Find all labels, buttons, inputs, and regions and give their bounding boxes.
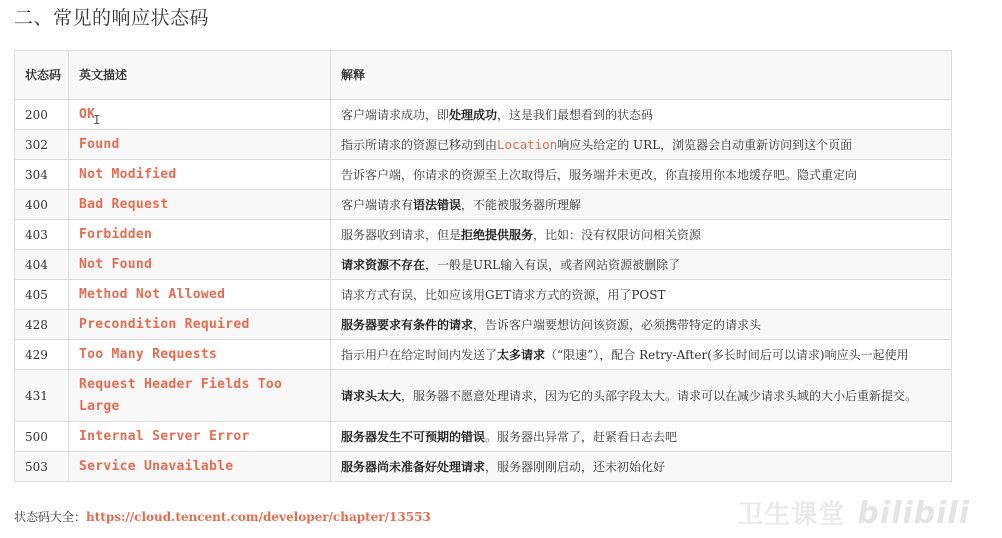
reason-phrase-cell: [69, 100, 331, 130]
text-cursor-icon: I: [93, 113, 101, 127]
description-cell: [331, 370, 952, 422]
status-code-cell: 500: [15, 422, 69, 452]
description-inline-code: Location: [497, 136, 558, 152]
description-cell: [331, 280, 952, 310]
description-emphasis: 太多请求: [497, 347, 546, 362]
footer-reference: [14, 509, 431, 525]
table-row: [15, 452, 952, 482]
description-cell: [331, 100, 952, 130]
status-code-cell: 431: [15, 370, 69, 422]
footer-label: 状态码大全：: [14, 510, 87, 524]
bilibili-logo-icon: bilibili: [857, 496, 970, 531]
column-header-phrase: 英文描述: [69, 51, 331, 100]
reason-phrase-text: Too Many Requests: [79, 346, 218, 362]
description-cell: [331, 310, 952, 340]
description-text: ，一般是URL输入有误，或者网站资源被删除了: [425, 257, 681, 272]
status-code-cell: 200: [15, 100, 69, 130]
status-code-cell: 428: [15, 310, 69, 340]
reason-phrase-cell: [69, 220, 331, 250]
table-header-row: [15, 51, 952, 100]
description-emphasis: 处理成功: [449, 107, 498, 122]
reason-phrase-text: Internal Server Error: [79, 428, 250, 444]
description-emphasis: 语法错误: [413, 197, 462, 212]
description-text: 告诉客户端，你请求的资源至上次取得后，服务端并未更改，你直接用你本地缓存吧。隐式重定向: [341, 167, 858, 182]
column-header-desc: 解释: [331, 51, 952, 100]
video-watermark: [737, 494, 970, 531]
description-cell: [331, 190, 952, 220]
description-cell: [331, 160, 952, 190]
description-text: ，不能被服务器所理解: [461, 197, 582, 212]
watermark-text: 卫生课堂: [737, 500, 846, 530]
description-text: 客户端请求成功，即: [341, 107, 450, 122]
table-row: [15, 310, 952, 340]
description-text: ，服务器刚刚启动，还未初始化好: [485, 459, 666, 474]
reason-phrase-text: Found: [79, 136, 120, 152]
reason-phrase-cell: [69, 370, 331, 422]
reason-phrase-cell: [69, 130, 331, 160]
description-text: 指示用户在给定时间内发送了: [341, 347, 498, 362]
reason-phrase-text: Precondition Required: [79, 316, 250, 332]
table-row: [15, 100, 952, 130]
description-text: ，告诉客户端要想访问该资源，必须携带特定的请求头: [473, 317, 762, 332]
table-row: [15, 280, 952, 310]
reason-phrase-cell: [69, 160, 331, 190]
table-row: [15, 250, 952, 280]
description-text: （“限速”），配合 Retry-After(多长时间后可以请求)响应头一起使用: [545, 347, 909, 362]
description-text: ，比如：没有权限访问相关资源: [533, 227, 702, 242]
status-code-cell: 404: [15, 250, 69, 280]
description-emphasis: 拒绝提供服务: [461, 227, 534, 242]
description-cell: [331, 422, 952, 452]
reason-phrase-text: Request Header Fields Too Large: [79, 376, 283, 414]
table-body: [15, 100, 952, 482]
description-emphasis: 请求头太大: [341, 388, 402, 403]
reason-phrase-text: Not Modified: [79, 166, 177, 182]
table-row: [15, 160, 952, 190]
status-code-cell: 400: [15, 190, 69, 220]
description-emphasis: 服务器发生不可预期的错误: [341, 429, 486, 444]
page-title: 二、常见的响应状态码: [14, 7, 210, 29]
reason-phrase-cell: [69, 190, 331, 220]
reason-phrase-text: OK: [79, 107, 96, 122]
status-code-table: [14, 50, 952, 482]
table-row: [15, 422, 952, 452]
status-code-cell: 304: [15, 160, 69, 190]
description-cell: [331, 220, 952, 250]
table-row: [15, 190, 952, 220]
description-text: 客户端请求有: [341, 197, 414, 212]
reason-phrase-cell: [69, 340, 331, 370]
description-emphasis: 服务器要求有条件的请求: [341, 317, 474, 332]
description-text: 响应头给定的 URL，浏览器会自动重新访问到这个页面: [557, 137, 853, 152]
status-code-cell: 405: [15, 280, 69, 310]
status-code-cell: 429: [15, 340, 69, 370]
reason-phrase-cell: [69, 310, 331, 340]
reason-phrase-text: Not Found: [79, 256, 153, 272]
description-text: 服务器收到请求，但是: [341, 227, 462, 242]
description-emphasis: 服务器尚未准备好处理请求: [341, 459, 486, 474]
description-cell: [331, 340, 952, 370]
description-emphasis: 请求资源不存在: [341, 257, 426, 272]
description-text: ，服务器不愿意处理请求，因为它的头部字段太大。请求可以在减少请求头域的大小后重新提交。: [401, 388, 918, 403]
table-row: [15, 370, 952, 422]
description-text: 指示所请求的资源已移动到由: [341, 137, 498, 152]
reason-phrase-text: Forbidden: [79, 226, 153, 242]
table-row: [15, 130, 952, 160]
description-text: 请求方式有误，比如应该用GET请求方式的资源，用了POST: [341, 287, 666, 302]
reason-phrase-text: Service Unavailable: [79, 458, 234, 474]
reason-phrase-text: Method Not Allowed: [79, 286, 226, 302]
description-cell: [331, 250, 952, 280]
description-text: ，这是我们最想看到的状态码: [497, 107, 654, 122]
description-cell: [331, 130, 952, 160]
status-code-cell: 302: [15, 130, 69, 160]
description-cell: [331, 452, 952, 482]
reason-phrase-cell: [69, 422, 331, 452]
description-text: 。服务器出异常了，赶紧看日志去吧: [485, 429, 678, 444]
reason-phrase-cell: [69, 250, 331, 280]
reason-phrase-text: Bad Request: [79, 196, 169, 212]
status-code-reference-link[interactable]: https://cloud.tencent.com/developer/chapter/13553: [86, 510, 431, 524]
status-code-cell: 403: [15, 220, 69, 250]
table-row: [15, 340, 952, 370]
table-row: [15, 220, 952, 250]
status-code-cell: 503: [15, 452, 69, 482]
column-header-code: 状态码: [15, 51, 69, 100]
reason-phrase-cell: [69, 452, 331, 482]
reason-phrase-cell: [69, 280, 331, 310]
